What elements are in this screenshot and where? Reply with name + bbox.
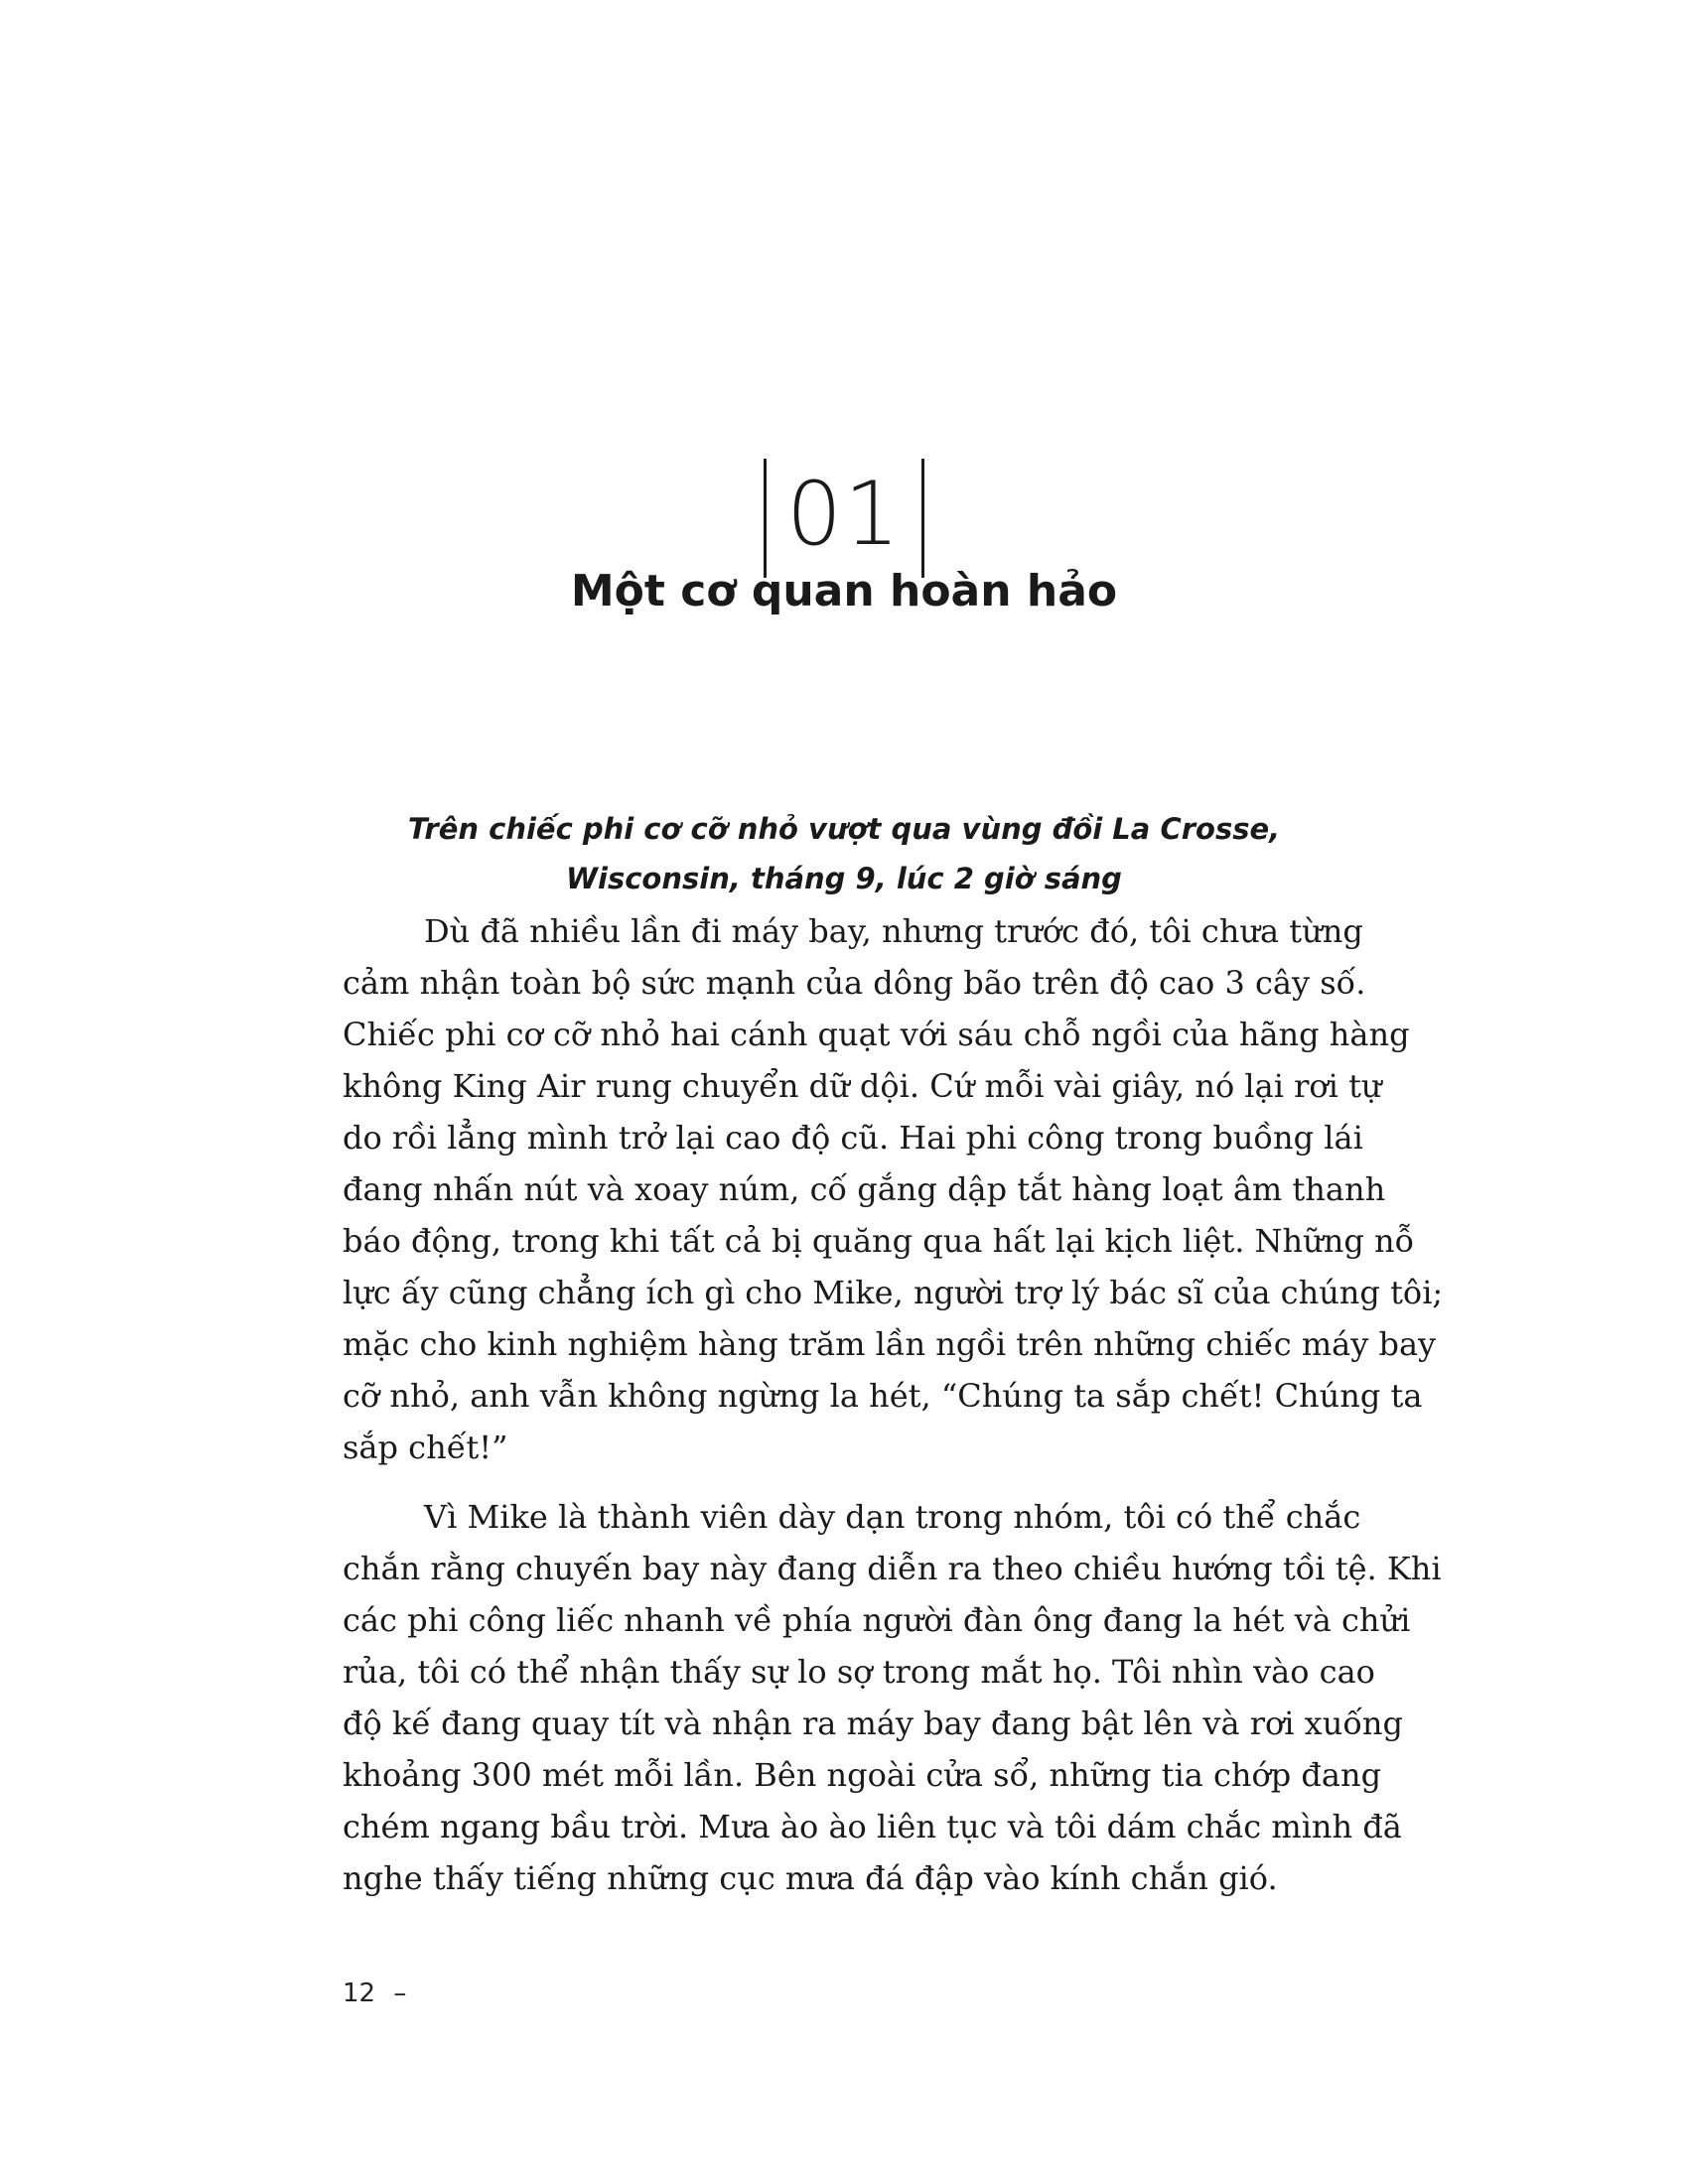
chapter-title: Một cơ quan hoàn hảo <box>570 566 1118 616</box>
text-line: Vì Mike là thành viên dày dạn trong nhóm, tôi có thể chắc <box>424 1498 1361 1536</box>
text-line: rủa, tôi có thể nhận thấy sự lo sợ trong mắt họ. Tôi nhìn vào cao <box>343 1653 1375 1691</box>
text-line: không King Air rung chuyển dữ dội. Cứ mỗi vài giây, nó lại rơi tự <box>343 1067 1382 1105</box>
text-line: sắp chết!” <box>343 1429 508 1466</box>
text-line: độ kế đang quay tít và nhận ra máy bay đang bật lên và rơi xuống <box>343 1705 1403 1742</box>
page-number: 12 <box>343 1979 376 2008</box>
chapter-subtitle-line-2: Wisconsin, tháng 9, lúc 2 giờ sáng <box>566 862 1122 895</box>
text-line: Dù đã nhiều lần đi máy bay, nhưng trước đó, tôi chưa từng <box>424 912 1363 950</box>
page-footer-dash: – <box>393 1979 407 2008</box>
text-line: các phi công liếc nhanh về phía người đàn ông đang la hét và chửi <box>343 1601 1411 1639</box>
text-line: đang nhấn nút và xoay núm, cố gắng dập tắt hàng loạt âm thanh <box>343 1170 1386 1208</box>
text-line: báo động, trong khi tất cả bị quăng qua hất lại kịch liệt. Những nỗ <box>343 1222 1415 1260</box>
text-line: lực ấy cũng chẳng ích gì cho Mike, người trợ lý bác sĩ của chúng tôi; <box>343 1274 1444 1311</box>
text-line: khoảng 300 mét mỗi lần. Bên ngoài cửa sổ, những tia chớp đang <box>343 1756 1382 1794</box>
chapter-number-text: 01 <box>764 459 924 578</box>
chapter-subtitle-line-1: Trên chiếc phi cơ cỡ nhỏ vượt qua vùng đồi La Crosse, <box>407 812 1281 846</box>
chapter-number <box>0 459 1688 578</box>
text-line: nghe thấy tiếng những cục mưa đá đập vào kính chắn gió. <box>343 1859 1278 1897</box>
text-line: chắn rằng chuyến bay này đang diễn ra theo chiều hướng tồi tệ. Khi <box>343 1550 1442 1587</box>
page-footer <box>343 1976 406 2011</box>
text-line: do rồi lẳng mình trở lại cao độ cũ. Hai phi công trong buồng lái <box>343 1119 1363 1157</box>
text-line: chém ngang bầu trời. Mưa ào ào liên tục và tôi dám chắc mình đã <box>343 1808 1402 1845</box>
text-line: Chiếc phi cơ cỡ nhỏ hai cánh quạt với sáu chỗ ngồi của hãng hàng <box>343 1016 1410 1053</box>
text-line: mặc cho kinh nghiệm hàng trăm lần ngồi trên những chiếc máy bay <box>343 1325 1437 1363</box>
text-line: cảm nhận toàn bộ sức mạnh của dông bão trên độ cao 3 cây số. <box>343 964 1366 1002</box>
text-line: cỡ nhỏ, anh vẫn không ngừng la hét, “Chúng ta sắp chết! Chúng ta <box>343 1377 1423 1415</box>
